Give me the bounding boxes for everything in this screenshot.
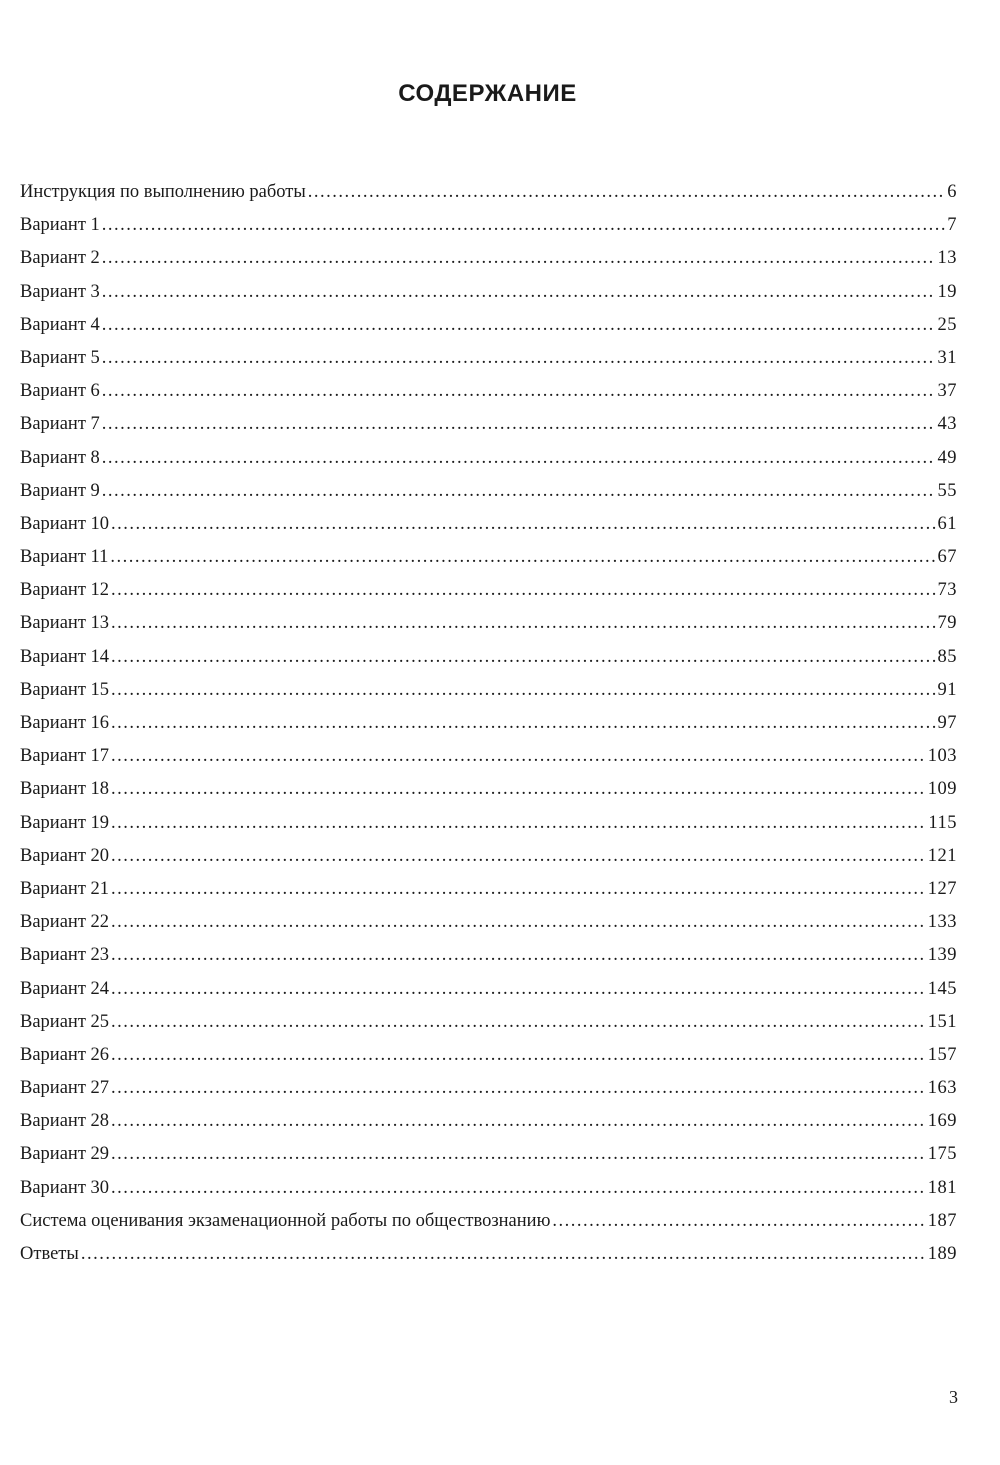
toc-entry-page: 85 xyxy=(937,646,957,667)
toc-entry[interactable] xyxy=(20,740,957,773)
toc-entry-page: 79 xyxy=(937,613,957,634)
toc-entry-page: 91 xyxy=(937,679,957,700)
toc-entry-page: 61 xyxy=(937,513,957,534)
toc-dot-leader xyxy=(111,906,926,939)
toc-entry-label: Вариант 26 xyxy=(20,1044,110,1065)
toc-dot-leader xyxy=(111,1006,926,1039)
toc-entry-label: Вариант 24 xyxy=(20,978,110,999)
toc-entry[interactable] xyxy=(20,1072,957,1105)
page-number: 3 xyxy=(949,1387,958,1407)
toc-entry[interactable] xyxy=(20,641,957,674)
toc-entry-page: 55 xyxy=(937,480,957,501)
toc-dot-leader xyxy=(552,1205,925,1238)
toc-entry-label: Вариант 8 xyxy=(20,447,100,468)
toc-entry-label: Вариант 18 xyxy=(20,779,110,800)
toc-entry[interactable] xyxy=(20,541,957,574)
toc-entry[interactable] xyxy=(20,607,957,640)
toc-entry-page: 43 xyxy=(937,414,957,435)
toc-entry-label: Вариант 14 xyxy=(20,646,110,667)
toc-entry-page: 103 xyxy=(927,746,957,767)
toc-entry-label: Инструкция по выполнению работы xyxy=(20,182,306,202)
toc-entry-label: Вариант 9 xyxy=(20,480,100,501)
toc-entry-label: Вариант 29 xyxy=(20,1144,110,1165)
toc-entry-page: 115 xyxy=(928,812,957,833)
toc-entry-label: Вариант 19 xyxy=(20,812,110,833)
toc-entry[interactable] xyxy=(20,939,957,972)
toc-entry-label: Вариант 7 xyxy=(20,414,100,435)
toc-dot-leader xyxy=(102,309,936,342)
toc-entry-page: 25 xyxy=(937,314,957,335)
toc-entry-label: Вариант 15 xyxy=(20,679,110,700)
toc-entry-page: 121 xyxy=(927,845,957,866)
toc-entry-label: Вариант 16 xyxy=(20,713,110,733)
toc-dot-leader xyxy=(111,674,935,707)
toc-entry-label: Вариант 20 xyxy=(20,845,110,866)
toc-entry[interactable] xyxy=(20,1138,957,1171)
toc-entry-label: Вариант 21 xyxy=(20,878,110,899)
page-title: СОДЕРЖАНИЕ xyxy=(398,80,577,107)
toc-entry-page: 19 xyxy=(937,281,957,302)
toc-entry-label: Вариант 27 xyxy=(20,1078,110,1099)
toc-entry-page: 7 xyxy=(947,215,957,236)
toc-entry-page: 169 xyxy=(927,1111,957,1132)
toc-entry-label: Ответы xyxy=(20,1244,79,1264)
toc-entry-page: 109 xyxy=(927,779,957,800)
toc-entry-page: 127 xyxy=(927,878,957,899)
toc-dot-leader xyxy=(102,442,936,475)
toc-entry-label: Вариант 28 xyxy=(20,1111,110,1132)
toc-entry-label: Вариант 25 xyxy=(20,1011,110,1032)
toc-entry-label: Вариант 22 xyxy=(20,912,110,933)
toc-entry[interactable] xyxy=(20,276,957,309)
toc-entry[interactable] xyxy=(20,1238,957,1271)
toc-dot-leader xyxy=(111,607,935,640)
toc-entry-page: 73 xyxy=(937,580,957,601)
toc-dot-leader xyxy=(102,209,945,242)
toc-dot-leader xyxy=(111,1138,926,1171)
toc-entry[interactable] xyxy=(20,508,957,541)
toc-dot-leader xyxy=(111,840,926,873)
toc-entry-label: Вариант 10 xyxy=(20,513,110,534)
toc-dot-leader xyxy=(111,939,926,972)
toc-dot-leader xyxy=(102,475,936,508)
toc-entry[interactable] xyxy=(20,1105,957,1138)
toc-entry-page: 189 xyxy=(927,1244,957,1264)
toc-entry-page: 175 xyxy=(927,1144,957,1165)
toc-entry[interactable] xyxy=(20,973,957,1006)
toc-entry-label: Вариант 3 xyxy=(20,281,100,302)
toc-entry-label: Вариант 4 xyxy=(20,314,100,335)
toc-entry-page: 31 xyxy=(937,347,957,368)
toc-entry[interactable] xyxy=(20,442,957,475)
toc-entry[interactable] xyxy=(20,242,957,275)
toc-entry-page: 6 xyxy=(947,182,957,202)
toc-entry[interactable] xyxy=(20,1006,957,1039)
toc-dot-leader xyxy=(111,1105,926,1138)
toc-dot-leader xyxy=(102,342,936,375)
toc-entry-label: Вариант 30 xyxy=(20,1177,110,1198)
toc-entry[interactable] xyxy=(20,674,957,707)
toc-dot-leader xyxy=(102,408,936,441)
toc-entry-label: Вариант 1 xyxy=(20,215,100,236)
toc-entry-page: 49 xyxy=(937,447,957,468)
toc-entry-page: 37 xyxy=(937,381,957,402)
toc-dot-leader xyxy=(81,1238,926,1271)
toc-entry-page: 13 xyxy=(937,248,957,269)
table-of-contents xyxy=(20,176,957,1271)
toc-entry[interactable] xyxy=(20,707,957,740)
toc-dot-leader xyxy=(110,541,935,574)
toc-entry[interactable] xyxy=(20,1039,957,1072)
toc-dot-leader xyxy=(111,1072,926,1105)
toc-dot-leader xyxy=(111,707,935,740)
toc-entry[interactable] xyxy=(20,840,957,873)
toc-entry[interactable] xyxy=(20,408,957,441)
toc-entry-label: Вариант 6 xyxy=(20,381,100,402)
toc-dot-leader xyxy=(102,242,936,275)
toc-entry[interactable] xyxy=(20,873,957,906)
toc-entry[interactable] xyxy=(20,375,957,408)
toc-dot-leader xyxy=(111,508,935,541)
toc-entry[interactable] xyxy=(20,574,957,607)
toc-dot-leader xyxy=(111,773,926,806)
toc-entry[interactable] xyxy=(20,1205,957,1238)
toc-entry-label: Вариант 5 xyxy=(20,347,100,368)
toc-dot-leader xyxy=(111,740,926,773)
toc-entry-page: 133 xyxy=(927,912,957,933)
toc-entry-page: 151 xyxy=(927,1011,957,1032)
toc-entry-label: Вариант 12 xyxy=(20,580,110,601)
toc-dot-leader xyxy=(111,873,926,906)
toc-dot-leader xyxy=(111,973,926,1006)
toc-dot-leader xyxy=(102,375,936,408)
toc-dot-leader xyxy=(111,574,935,607)
toc-entry[interactable] xyxy=(20,1172,957,1205)
toc-entry-label: Вариант 23 xyxy=(20,945,110,966)
toc-entry[interactable] xyxy=(20,176,957,209)
toc-dot-leader xyxy=(308,176,945,209)
toc-entry-label: Вариант 17 xyxy=(20,746,110,767)
toc-entry-page: 163 xyxy=(927,1078,957,1099)
toc-entry-page: 187 xyxy=(927,1210,957,1231)
toc-entry-label: Система оценивания экзаменационной работы по обществознанию xyxy=(20,1210,551,1231)
toc-dot-leader xyxy=(111,641,935,674)
toc-entry-page: 67 xyxy=(937,547,957,568)
toc-entry-label: Вариант 13 xyxy=(20,613,110,634)
toc-entry[interactable] xyxy=(20,342,957,375)
toc-entry[interactable] xyxy=(20,773,957,806)
toc-entry-page: 97 xyxy=(937,713,957,733)
toc-entry[interactable] xyxy=(20,309,957,342)
toc-dot-leader xyxy=(111,1172,926,1205)
toc-entry[interactable] xyxy=(20,906,957,939)
toc-entry-label: Вариант 11 xyxy=(20,547,109,568)
toc-entry-label: Вариант 2 xyxy=(20,248,100,269)
toc-entry[interactable] xyxy=(20,807,957,840)
toc-entry-page: 145 xyxy=(927,978,957,999)
toc-entry-page: 139 xyxy=(927,945,957,966)
toc-entry-page: 157 xyxy=(927,1044,957,1065)
toc-dot-leader xyxy=(102,276,936,309)
toc-entry[interactable] xyxy=(20,209,957,242)
toc-entry[interactable] xyxy=(20,475,957,508)
toc-dot-leader xyxy=(111,807,926,840)
toc-entry-page: 181 xyxy=(927,1177,957,1198)
toc-dot-leader xyxy=(111,1039,926,1072)
